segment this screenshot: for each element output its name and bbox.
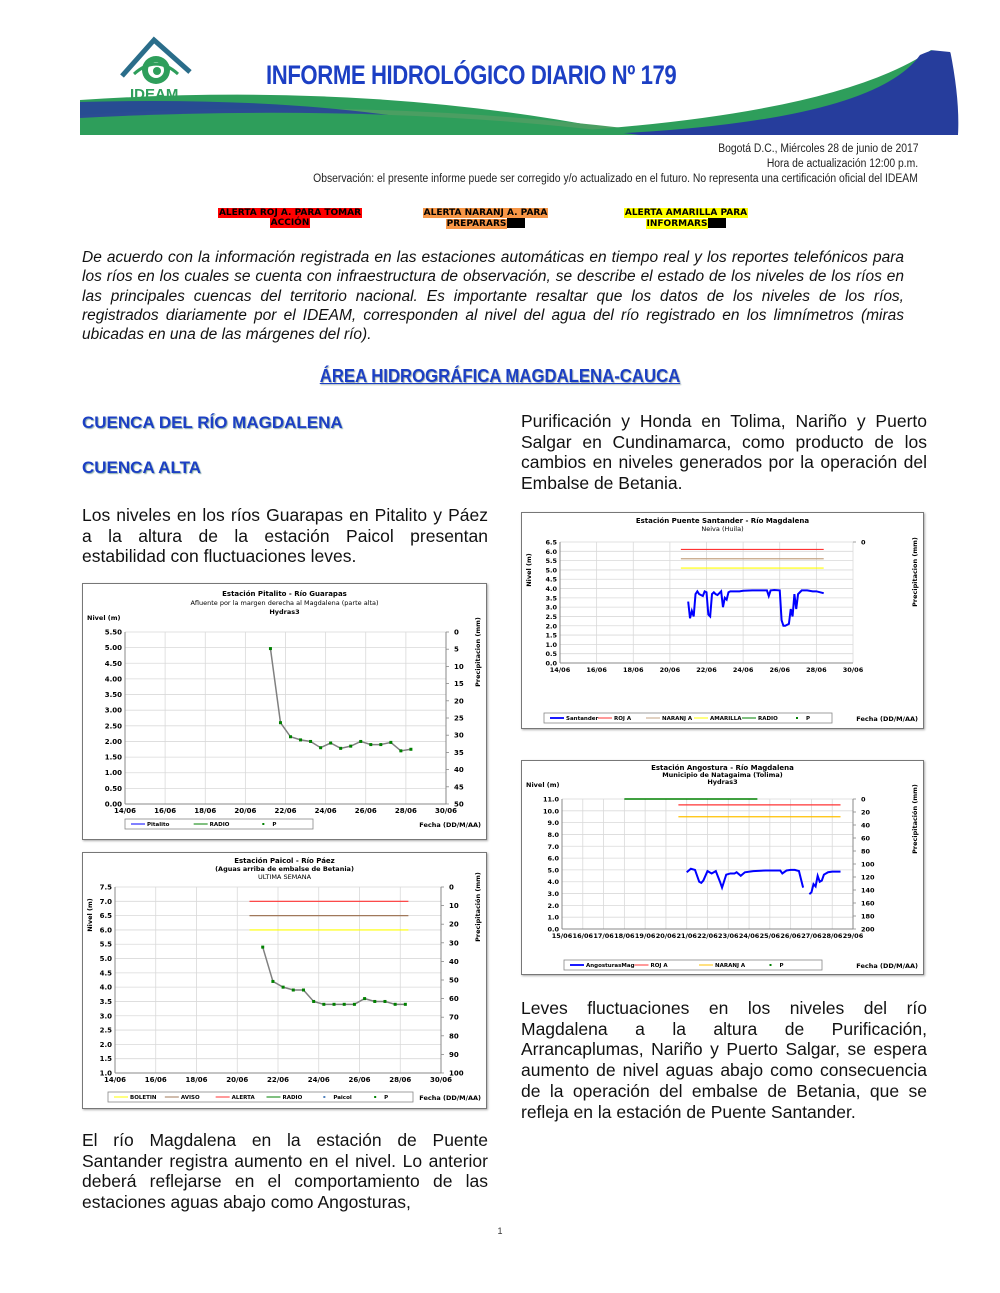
alert-yellow-line1: ALERTA AMARILLA PARA: [624, 208, 748, 218]
data-point: [282, 986, 285, 989]
y2-tick-label: 15: [454, 680, 464, 689]
y-tick-label: 3.0: [547, 890, 559, 899]
heading-cuenca-magdalena: CUENCA DEL RÍO MAGDALENA: [82, 413, 343, 432]
legend-label: RADIO: [209, 822, 230, 829]
y2-axis-label: Precipitación (mm): [911, 784, 919, 854]
y-tick-label: 5.0: [545, 566, 557, 575]
data-point: [399, 749, 402, 752]
y-tick-label: 6.0: [547, 854, 559, 863]
alert-yellow-line2: INFORMARS: [646, 218, 708, 229]
y2-tick-label: 90: [449, 1050, 459, 1059]
chart-title: Estación Pitalito - Río Guarapas: [222, 590, 347, 598]
update-line: Hora de actualización 12:00 p.m.: [766, 158, 918, 170]
y2-tick-label: 0: [449, 883, 454, 892]
data-point: [302, 989, 305, 992]
x-tick-label: 15/06: [551, 932, 573, 940]
y-tick-label: 5.5: [99, 940, 112, 949]
legend-label: AMARILLA: [710, 716, 742, 723]
y-tick-label: 1.00: [104, 769, 122, 778]
legend-marker: [323, 1096, 325, 1098]
y-tick-label: 1.0: [547, 913, 559, 922]
chart-pitalito: [82, 583, 487, 840]
data-point: [269, 647, 272, 650]
y-axis-label: Nivel (m): [87, 614, 121, 622]
legend-label: RADIO: [282, 1095, 303, 1102]
y2-tick-label: 20: [454, 697, 464, 706]
y2-tick-label: 70: [449, 1013, 459, 1022]
x-tick-label: 18/06: [185, 1076, 208, 1084]
x-tick-label: 26/06: [780, 932, 801, 940]
y-tick-label: 0.5: [545, 650, 557, 659]
legend-marker: [770, 964, 772, 966]
y2-tick-label: 60: [861, 834, 871, 843]
data-point: [343, 1003, 346, 1006]
y2-tick-label: 0: [454, 628, 459, 637]
y2-tick-label: 100: [449, 1069, 464, 1078]
y-tick-label: 6.5: [545, 538, 557, 547]
x-tick-label: 29/06: [842, 932, 864, 940]
x-tick-label: 27/06: [801, 932, 822, 940]
alert-orange-line2: PREPARARS: [446, 218, 507, 229]
data-point: [389, 741, 392, 744]
legend-label: ALERTA: [231, 1095, 255, 1102]
x-axis-label: Fecha (DD/M/AA): [856, 962, 918, 970]
y-axis-label: Nivel (m): [86, 898, 94, 932]
x-tick-label: 23/06: [718, 932, 739, 940]
legend-marker: [374, 1096, 376, 1098]
chart-subtitle: Neiva (Huila): [701, 525, 744, 533]
y-tick-label: 7.5: [99, 883, 112, 892]
x-tick-label: 28/06: [389, 1076, 412, 1084]
x-tick-label: 17/06: [593, 932, 614, 940]
y2-tick-label: 50: [449, 976, 459, 985]
data-point: [379, 743, 382, 746]
legend-label: ROJ A: [614, 716, 632, 723]
legend-label: AVISO: [180, 1095, 200, 1102]
y-axis-label: Nivel (m): [526, 781, 560, 789]
y-tick-label: 1.5: [99, 1055, 112, 1064]
data-point: [319, 746, 322, 749]
x-tick-label: 30/06: [842, 666, 864, 674]
alert-red-line1: ALERTA ROJ A. PARA TOMAR: [218, 208, 362, 218]
x-tick-label: 22/06: [266, 1076, 290, 1084]
x-tick-label: 26/06: [348, 1076, 371, 1084]
area-title: ÁREA HIDROGRÁFICA MAGDALENA-CAUCA: [319, 366, 681, 386]
y2-tick-label: 45: [454, 783, 464, 792]
x-tick-label: 28/06: [821, 932, 843, 940]
x-tick-label: 24/06: [307, 1076, 330, 1084]
data-point: [359, 740, 362, 743]
y-tick-label: 5.0: [99, 955, 112, 964]
y-tick-label: 7.0: [547, 842, 559, 851]
chart-subtitle-2: Hydras3: [269, 608, 300, 616]
x-tick-label: 22/06: [696, 666, 717, 674]
paragraph-left-1: Los niveles en los ríos Guarapas en Pitalito y Páez a la altura de la estación Paicol presentan estabilidad con fluctuaciones leves.: [82, 505, 488, 567]
legend-label: AngosturasMag: [586, 963, 635, 970]
data-point: [271, 980, 274, 983]
chart-subtitle-2: ULTIMA SEMANA: [257, 873, 312, 881]
paragraph-right-2: Leves fluctuaciones en los niveles del río Magdalena a la altura de Purificación, Arrancaplumas, Nariño y Puerto Salgar, se espera aumento de nivel aguas abajo como consecuencia de la operación del embalse de Betania, que se refleja en la estación de Puente Santander.: [521, 998, 927, 1122]
y2-tick-label: 140: [861, 886, 875, 895]
y2-tick-label: 25: [454, 714, 464, 723]
data-point: [289, 735, 292, 738]
y-tick-label: 4.5: [545, 575, 557, 584]
x-tick-label: 28/06: [806, 666, 827, 674]
page-number: 1: [497, 1226, 503, 1236]
data-point: [363, 997, 366, 1000]
chart-angostura: [521, 760, 924, 975]
legend-label: RADIO: [758, 716, 778, 723]
data-point: [349, 745, 352, 748]
x-tick-label: 22/06: [697, 932, 718, 940]
x-tick-label: 24/06: [314, 807, 337, 815]
y-tick-label: 4.50: [104, 659, 122, 668]
report-title: INFORME HIDROLÓGICO DIARIO Nº 179: [266, 60, 677, 90]
y2-tick-label: 50: [454, 800, 464, 809]
y2-axis-label: Precipitación (mm): [474, 872, 482, 942]
alert-legend-orange: [418, 208, 553, 229]
y-tick-label: 1.5: [545, 631, 557, 640]
chart-paicol: [82, 852, 487, 1109]
x-tick-label: 14/06: [113, 807, 137, 815]
y-tick-label: 3.00: [104, 706, 122, 715]
y2-tick-label: 120: [861, 873, 875, 882]
redaction-block: [507, 218, 525, 228]
legend-label: P: [272, 822, 277, 829]
y-tick-label: 5.00: [104, 644, 122, 653]
y-tick-label: 1.0: [99, 1069, 112, 1078]
y2-tick-label: 10: [449, 902, 459, 911]
legend-label: P: [806, 716, 811, 723]
paragraph-right-1: Purificación y Honda en Tolima, Nariño y Puerto Salgar en Cundinamarca, como producto de los cambios en niveles generados por la operación del Embalse de Betania.: [521, 411, 927, 494]
y-tick-label: 4.00: [104, 675, 122, 684]
y-tick-label: 6.0: [99, 926, 112, 935]
x-tick-label: 14/06: [549, 666, 571, 674]
y2-tick-label: 30: [454, 731, 464, 740]
x-axis-label: Fecha (DD/M/AA): [856, 715, 918, 723]
alert-red-line2: ACCIÓN: [270, 218, 310, 228]
y-tick-label: 4.0: [545, 585, 557, 594]
y-tick-label: 1.50: [104, 753, 122, 762]
y-tick-label: 6.5: [99, 912, 112, 921]
data-point: [404, 1003, 407, 1006]
date-line: Bogotá D.C., Miércoles 28 de junio de 2017: [717, 143, 918, 155]
x-tick-label: 30/06: [429, 1076, 453, 1084]
data-point: [369, 743, 372, 746]
y-tick-label: 4.0: [547, 878, 559, 887]
y2-tick-label: 35: [454, 748, 464, 757]
y-tick-label: 0.00: [104, 800, 122, 809]
legend-label: Paicol: [333, 1095, 352, 1102]
y2-tick-label: 180: [861, 912, 875, 921]
data-point: [333, 1003, 336, 1006]
y-tick-label: 11.0: [542, 795, 559, 804]
chart-subtitle-2: Hydras3: [707, 778, 738, 786]
y-tick-label: 1.0: [545, 640, 557, 649]
y-tick-label: 5.5: [545, 557, 557, 566]
y-tick-label: 2.0: [99, 1040, 112, 1049]
x-tick-label: 19/06: [634, 932, 656, 940]
x-tick-label: 24/06: [732, 666, 754, 674]
y2-axis-label: Precipitacion (mm): [474, 617, 482, 687]
chart-subtitle: Afluente por la margen derecha al Magdalena (parte alta): [190, 599, 379, 607]
y-tick-label: 3.5: [545, 594, 557, 603]
y-tick-label: 0.0: [547, 925, 559, 934]
logo-text: IDEAM: [130, 86, 179, 103]
y2-tick-label: 80: [861, 847, 871, 856]
legend-label: P: [384, 1095, 389, 1102]
redaction-block: [708, 218, 726, 228]
data-point: [353, 1003, 356, 1006]
x-tick-label: 16/06: [144, 1076, 167, 1084]
x-tick-label: 16/06: [586, 666, 607, 674]
x-tick-label: 26/06: [769, 666, 790, 674]
heading-cuenca-alta: CUENCA ALTA: [82, 458, 201, 477]
data-point: [312, 1000, 315, 1003]
x-axis-label: Fecha (DD/M/AA): [419, 1094, 481, 1102]
y-tick-label: 0.50: [104, 784, 122, 793]
series-line-angosturasmag: [687, 869, 803, 888]
x-tick-label: 26/06: [354, 807, 377, 815]
data-point: [299, 738, 302, 741]
legend-label: NARANJ A: [715, 963, 746, 970]
intro-paragraph: De acuerdo con la información registrada en las estaciones automáticas en tiempo real y los reportes telefónicos para los ríos en los cuales se cuenta con infraestructura de observación, se describe el estado de los niveles de los ríos en las principales cuencas del territorio nacional. Es importante resaltar que los datos de los niveles de los ríos, registrados diariamente por el IDEAM, corresponden al nivel del agua del río registrado en los limnímetros (miras ubicadas en una de las márgenes del río).: [82, 249, 904, 344]
legend-label: ROJ A: [650, 963, 668, 970]
x-axis-label: Fecha (DD/M/AA): [419, 821, 481, 829]
y-tick-label: 2.5: [545, 612, 557, 621]
x-tick-label: 20/06: [234, 807, 257, 815]
y2-tick-label: 40: [861, 821, 871, 830]
y2-tick-label: 10: [454, 662, 464, 671]
y-tick-label: 4.0: [99, 983, 112, 992]
y-tick-label: 6.0: [545, 547, 557, 556]
y2-tick-label: 20: [861, 808, 871, 817]
y-axis-label: Nivel (m): [525, 553, 533, 587]
y-tick-label: 3.0: [99, 1012, 112, 1021]
alert-orange-line1: ALERTA NARANJ A. PARA: [423, 208, 548, 218]
legend-label: NARANJ A: [662, 716, 693, 723]
x-tick-label: 20/06: [226, 1076, 249, 1084]
x-tick-label: 20/06: [659, 666, 681, 674]
observation-line: Observación: el presente informe puede ser corregido y/o actualizado en el futuro. No representa una certificación oficial del IDEAM: [313, 173, 918, 185]
x-tick-label: 18/06: [614, 932, 635, 940]
data-point: [279, 721, 282, 724]
y-tick-label: 9.0: [547, 819, 559, 828]
y-tick-label: 7.0: [99, 897, 112, 906]
x-tick-label: 18/06: [623, 666, 644, 674]
y2-tick-label: 60: [449, 995, 459, 1004]
y-tick-label: 2.0: [545, 622, 557, 631]
data-point: [339, 747, 342, 750]
paragraph-left-2: El río Magdalena en la estación de Puente Santander registra aumento en el nivel. Lo anterior deberá reflejarse en el comportamiento de las estaciones aguas abajo como Angosturas,: [82, 1130, 488, 1213]
data-point: [383, 1000, 386, 1003]
y-tick-label: 10.0: [542, 807, 559, 816]
alert-legend-red: [215, 208, 365, 228]
x-tick-label: 22/06: [274, 807, 297, 815]
legend-label: Pitalito: [147, 822, 170, 829]
chart-title: Estación Puente Santander - Río Magdalena: [635, 517, 810, 525]
y-tick-label: 8.0: [547, 830, 559, 839]
x-tick-label: 21/06: [676, 932, 697, 940]
legend-label: P: [779, 963, 784, 970]
y2-axis-label: Precipitacion (mm): [911, 537, 919, 607]
y-tick-label: 3.0: [545, 603, 557, 612]
y2-tick-label: 5: [454, 645, 459, 654]
legend-label: BOLETIN: [130, 1095, 157, 1102]
chart-puente-santander: [521, 512, 924, 729]
chart-title: Estación Angostura - Río Magdalena: [651, 764, 794, 772]
x-tick-label: 24/06: [738, 932, 760, 940]
data-point: [394, 1003, 397, 1006]
y2-tick-label: 80: [449, 1032, 459, 1041]
y2-tick-label: 0: [861, 538, 866, 547]
chart-subtitle: Municipio de Natagaima (Tolima): [662, 771, 783, 779]
data-point: [373, 1000, 376, 1003]
y-tick-label: 3.50: [104, 691, 122, 700]
chart-subtitle: (Aguas arriba de embalse de Betania): [215, 865, 354, 873]
y2-tick-label: 0: [861, 795, 866, 804]
y2-tick-label: 100: [861, 860, 875, 869]
y-tick-label: 4.5: [99, 969, 112, 978]
series-line-angosturasmag: [809, 872, 840, 894]
legend-marker: [262, 823, 264, 825]
series-line-santander: [688, 590, 824, 626]
legend-label: Santander: [566, 716, 599, 723]
data-point: [322, 1003, 325, 1006]
x-tick-label: 14/06: [103, 1076, 127, 1084]
y-tick-label: 5.50: [104, 628, 122, 637]
legend-marker: [796, 717, 798, 719]
x-tick-label: 18/06: [194, 807, 217, 815]
data-point: [261, 946, 264, 949]
y2-tick-label: 160: [861, 899, 875, 908]
data-point: [409, 748, 412, 751]
data-point: [292, 989, 295, 992]
x-tick-label: 25/06: [759, 932, 781, 940]
y-tick-label: 2.50: [104, 722, 122, 731]
data-point: [309, 740, 312, 743]
y-tick-label: 2.5: [99, 1026, 112, 1035]
y-tick-label: 0.0: [545, 659, 557, 668]
y2-tick-label: 200: [861, 925, 875, 934]
y-tick-label: 3.5: [99, 997, 112, 1006]
series-line-radio: [263, 947, 406, 1004]
x-tick-label: 30/06: [434, 807, 458, 815]
x-tick-label: 28/06: [394, 807, 417, 815]
x-tick-label: 20/06: [655, 932, 677, 940]
x-tick-label: 16/06: [154, 807, 177, 815]
x-tick-label: 16/06: [572, 932, 594, 940]
y-tick-label: 2.0: [547, 901, 559, 910]
y-tick-label: 2.00: [104, 737, 122, 746]
y2-tick-label: 40: [454, 766, 464, 775]
alert-legend-yellow: [616, 208, 756, 229]
chart-title: Estación Paicol - Río Páez: [234, 857, 335, 865]
y-tick-label: 5.0: [547, 866, 559, 875]
data-point: [329, 742, 332, 745]
y2-tick-label: 30: [449, 939, 459, 948]
y2-tick-label: 40: [449, 957, 459, 966]
y2-tick-label: 20: [449, 920, 459, 929]
